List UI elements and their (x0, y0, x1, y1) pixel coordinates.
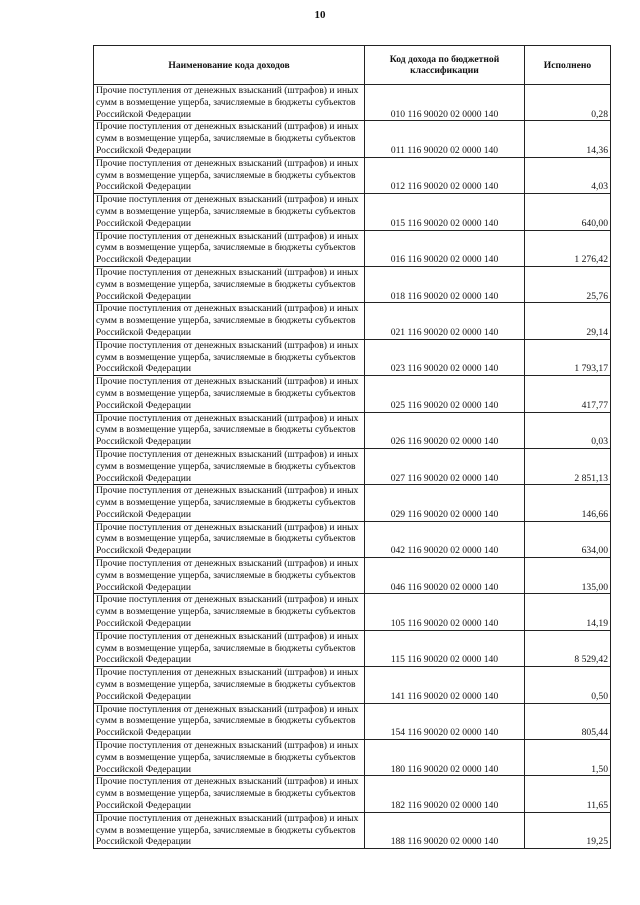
page-number: 10 (314, 9, 326, 21)
income-name-cell: Прочие поступления от денежных взысканий (штрафов) и иных сумм в возмещение ущерба, зачисляемые в бюджеты субъектов Российской Федерации (94, 85, 365, 121)
table-row (94, 594, 611, 630)
header-amount: Исполнено (525, 46, 611, 85)
income-code-cell: 105 116 90020 02 0000 140 (365, 594, 525, 630)
table-row (94, 667, 611, 703)
income-name-cell: Прочие поступления от денежных взысканий (штрафов) и иных сумм в возмещение ущерба, зачисляемые в бюджеты субъектов Российской Федерации (94, 303, 365, 339)
income-name-cell: Прочие поступления от денежных взысканий (штрафов) и иных сумм в возмещение ущерба, зачисляемые в бюджеты субъектов Российской Федерации (94, 376, 365, 412)
amount-cell: 14,36 (525, 121, 611, 157)
income-code-cell: 018 116 90020 02 0000 140 (365, 266, 525, 302)
income-name-cell: Прочие поступления от денежных взысканий (штрафов) и иных сумм в возмещение ущерба, зачисляемые в бюджеты субъектов Российской Федерации (94, 412, 365, 448)
amount-cell: 19,25 (525, 812, 611, 848)
table-row (94, 740, 611, 776)
income-name-cell: Прочие поступления от денежных взысканий (штрафов) и иных сумм в возмещение ущерба, зачисляемые в бюджеты субъектов Российской Федерации (94, 339, 365, 375)
income-name-cell: Прочие поступления от денежных взысканий (штрафов) и иных сумм в возмещение ущерба, зачисляемые в бюджеты субъектов Российской Федерации (94, 776, 365, 812)
amount-cell: 1 276,42 (525, 230, 611, 266)
income-name-cell: Прочие поступления от денежных взысканий (штрафов) и иных сумм в возмещение ущерба, зачисляемые в бюджеты субъектов Российской Федерации (94, 121, 365, 157)
income-code-cell: 180 116 90020 02 0000 140 (365, 740, 525, 776)
income-code-cell: 015 116 90020 02 0000 140 (365, 194, 525, 230)
amount-cell: 634,00 (525, 521, 611, 557)
table-body (94, 85, 611, 849)
income-code-cell: 025 116 90020 02 0000 140 (365, 376, 525, 412)
income-name-cell: Прочие поступления от денежных взысканий (штрафов) и иных сумм в возмещение ущерба, зачисляемые в бюджеты субъектов Российской Федерации (94, 266, 365, 302)
income-code-cell: 012 116 90020 02 0000 140 (365, 157, 525, 193)
income-name-cell: Прочие поступления от денежных взысканий (штрафов) и иных сумм в возмещение ущерба, зачисляемые в бюджеты субъектов Российской Федерации (94, 157, 365, 193)
table-row (94, 448, 611, 484)
amount-cell: 146,66 (525, 485, 611, 521)
income-name-cell: Прочие поступления от денежных взысканий (штрафов) и иных сумм в возмещение ущерба, зачисляемые в бюджеты субъектов Российской Федерации (94, 558, 365, 594)
income-name-cell: Прочие поступления от денежных взысканий (штрафов) и иных сумм в возмещение ущерба, зачисляемые в бюджеты субъектов Российской Федерации (94, 485, 365, 521)
amount-cell: 0,03 (525, 412, 611, 448)
amount-cell: 8 529,42 (525, 630, 611, 666)
amount-cell: 2 851,13 (525, 448, 611, 484)
table-row (94, 558, 611, 594)
amount-cell: 640,00 (525, 194, 611, 230)
income-name-cell: Прочие поступления от денежных взысканий (штрафов) и иных сумм в возмещение ущерба, зачисляемые в бюджеты субъектов Российской Федерации (94, 230, 365, 266)
income-code-cell: 021 116 90020 02 0000 140 (365, 303, 525, 339)
income-name-cell: Прочие поступления от денежных взысканий (штрафов) и иных сумм в возмещение ущерба, зачисляемые в бюджеты субъектов Российской Федерации (94, 630, 365, 666)
income-name-cell: Прочие поступления от денежных взысканий (штрафов) и иных сумм в возмещение ущерба, зачисляемые в бюджеты субъектов Российской Федерации (94, 521, 365, 557)
income-code-cell: 115 116 90020 02 0000 140 (365, 630, 525, 666)
amount-cell: 417,77 (525, 376, 611, 412)
table-row (94, 521, 611, 557)
table-row (94, 121, 611, 157)
table-row (94, 485, 611, 521)
income-code-cell: 010 116 90020 02 0000 140 (365, 85, 525, 121)
income-code-cell: 011 116 90020 02 0000 140 (365, 121, 525, 157)
table-row (94, 194, 611, 230)
table-row (94, 230, 611, 266)
table-row (94, 812, 611, 848)
amount-cell: 135,00 (525, 558, 611, 594)
table-row (94, 303, 611, 339)
amount-cell: 0,28 (525, 85, 611, 121)
income-name-cell: Прочие поступления от денежных взысканий (штрафов) и иных сумм в возмещение ущерба, зачисляемые в бюджеты субъектов Российской Федерации (94, 812, 365, 848)
amount-cell: 0,50 (525, 667, 611, 703)
income-name-cell: Прочие поступления от денежных взысканий (штрафов) и иных сумм в возмещение ущерба, зачисляемые в бюджеты субъектов Российской Федерации (94, 667, 365, 703)
amount-cell: 1,50 (525, 740, 611, 776)
income-code-cell: 046 116 90020 02 0000 140 (365, 558, 525, 594)
table-row (94, 703, 611, 739)
income-code-cell: 182 116 90020 02 0000 140 (365, 776, 525, 812)
amount-cell: 25,76 (525, 266, 611, 302)
income-code-cell: 141 116 90020 02 0000 140 (365, 667, 525, 703)
income-code-cell: 154 116 90020 02 0000 140 (365, 703, 525, 739)
table-header-row (94, 46, 611, 85)
header-code: Код дохода по бюджетной классификации (365, 46, 525, 85)
table-row (94, 630, 611, 666)
amount-cell: 4,03 (525, 157, 611, 193)
table-row (94, 266, 611, 302)
header-name: Наименование кода доходов (94, 46, 365, 85)
amount-cell: 14,19 (525, 594, 611, 630)
table-row (94, 85, 611, 121)
table-row (94, 376, 611, 412)
income-code-cell: 027 116 90020 02 0000 140 (365, 448, 525, 484)
table-row (94, 157, 611, 193)
table-row (94, 412, 611, 448)
amount-cell: 1 793,17 (525, 339, 611, 375)
income-table (93, 45, 611, 849)
income-name-cell: Прочие поступления от денежных взысканий (штрафов) и иных сумм в возмещение ущерба, зачисляемые в бюджеты субъектов Российской Федерации (94, 703, 365, 739)
income-code-cell: 023 116 90020 02 0000 140 (365, 339, 525, 375)
income-code-cell: 029 116 90020 02 0000 140 (365, 485, 525, 521)
table-row (94, 339, 611, 375)
income-name-cell: Прочие поступления от денежных взысканий (штрафов) и иных сумм в возмещение ущерба, зачисляемые в бюджеты субъектов Российской Федерации (94, 594, 365, 630)
income-code-cell: 188 116 90020 02 0000 140 (365, 812, 525, 848)
income-name-cell: Прочие поступления от денежных взысканий (штрафов) и иных сумм в возмещение ущерба, зачисляемые в бюджеты субъектов Российской Федерации (94, 740, 365, 776)
amount-cell: 29,14 (525, 303, 611, 339)
table-row (94, 776, 611, 812)
amount-cell: 11,65 (525, 776, 611, 812)
amount-cell: 805,44 (525, 703, 611, 739)
income-name-cell: Прочие поступления от денежных взысканий (штрафов) и иных сумм в возмещение ущерба, зачисляемые в бюджеты субъектов Российской Федерации (94, 194, 365, 230)
income-code-cell: 016 116 90020 02 0000 140 (365, 230, 525, 266)
income-code-cell: 026 116 90020 02 0000 140 (365, 412, 525, 448)
income-name-cell: Прочие поступления от денежных взысканий (штрафов) и иных сумм в возмещение ущерба, зачисляемые в бюджеты субъектов Российской Федерации (94, 448, 365, 484)
income-code-cell: 042 116 90020 02 0000 140 (365, 521, 525, 557)
